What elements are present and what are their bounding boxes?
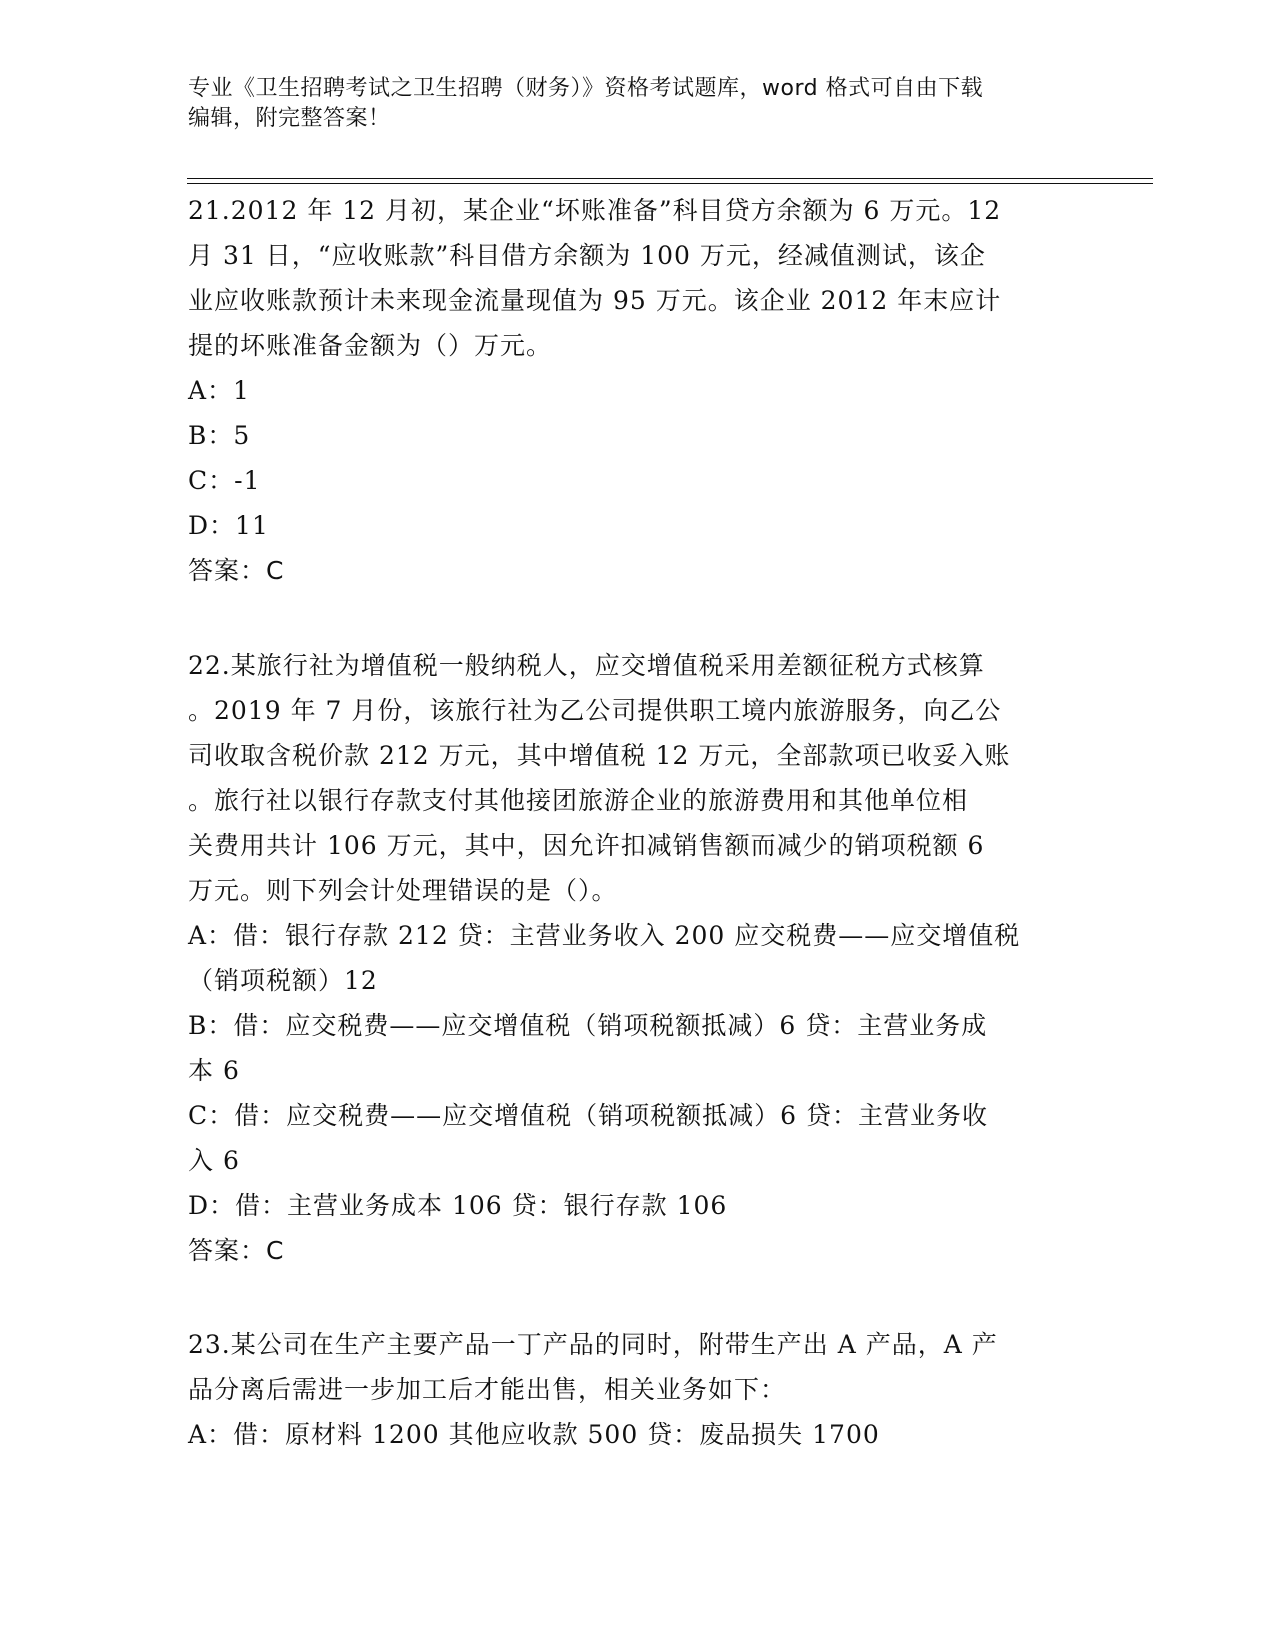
- question-stem-line: 司收取含税价款 212 万元，其中增值税 12 万元，全部款项已收妥入账: [188, 741, 1011, 770]
- question-stem-line: 关费用共计 106 万元，其中，因允许扣减销售额而减少的销项税额 6: [188, 831, 985, 860]
- question-stem-line: 品分离后需进一步加工后才能出售，相关业务如下：: [188, 1375, 787, 1404]
- question-stem-line: 。旅行社以银行存款支付其他接团旅游企业的旅游费用和其他单位相: [188, 786, 969, 815]
- option-a: A：1: [188, 376, 250, 405]
- question-stem-line: 22.某旅行社为增值税一般纳税人，应交增值税采用差额征税方式核算: [188, 651, 985, 680]
- option-b-continued: 本 6: [188, 1056, 240, 1085]
- question-stem-line: 月 31 日，“应收账款”科目借方余额为 100 万元，经减值测试，该企: [188, 241, 986, 270]
- question-stem-line: 业应收账款预计未来现金流量现值为 95 万元。该企业 2012 年末应计: [188, 286, 1002, 315]
- header-line-1: 专业《卫生招聘考试之卫生招聘（财务）》资格考试题库，word 格式可自由下载: [188, 76, 984, 101]
- question-stem-line: 提的坏账准备金额为（）万元。: [188, 331, 553, 360]
- header-line-2: 编辑，附完整答案！: [188, 106, 391, 131]
- question-21: [188, 188, 1068, 593]
- question-23: [188, 1322, 1068, 1457]
- option-b: B：5: [188, 421, 251, 450]
- option-a: A：借：原材料 1200 其他应收款 500 贷：废品损失 1700: [188, 1420, 880, 1449]
- question-stem-line: 21.2012 年 12 月初，某企业“坏账准备”科目贷方余额为 6 万元。12: [188, 196, 1002, 225]
- header-divider-top: [187, 178, 1153, 179]
- option-b: B：借：应交税费——应交增值税（销项税额抵减）6 贷：主营业务成: [188, 1011, 988, 1040]
- question-stem-line: 万元。则下列会计处理错误的是（）。: [188, 876, 618, 905]
- option-a-continued: （销项税额）12: [188, 966, 378, 995]
- option-c: C：-1: [188, 466, 261, 495]
- option-c-continued: 入 6: [188, 1146, 240, 1175]
- document-header: [188, 74, 1068, 134]
- option-d: D：11: [188, 511, 269, 540]
- option-a: A：借：银行存款 212 贷：主营业务收入 200 应交税费——应交增值税: [188, 921, 1021, 950]
- answer-line: 答案：C: [188, 556, 285, 585]
- answer-line: 答案：C: [188, 1236, 285, 1265]
- question-stem-line: 。2019 年 7 月份，该旅行社为乙公司提供职工境内旅游服务，向乙公: [188, 696, 1002, 725]
- option-d: D：借：主营业务成本 106 贷：银行存款 106: [188, 1191, 728, 1220]
- option-c: C：借：应交税费——应交增值税（销项税额抵减）6 贷：主营业务收: [188, 1101, 988, 1130]
- question-stem-line: 23.某公司在生产主要产品一丁产品的同时，附带生产出 A 产品，A 产: [188, 1330, 998, 1359]
- question-22: [188, 643, 1068, 1273]
- header-divider-bottom: [187, 183, 1153, 184]
